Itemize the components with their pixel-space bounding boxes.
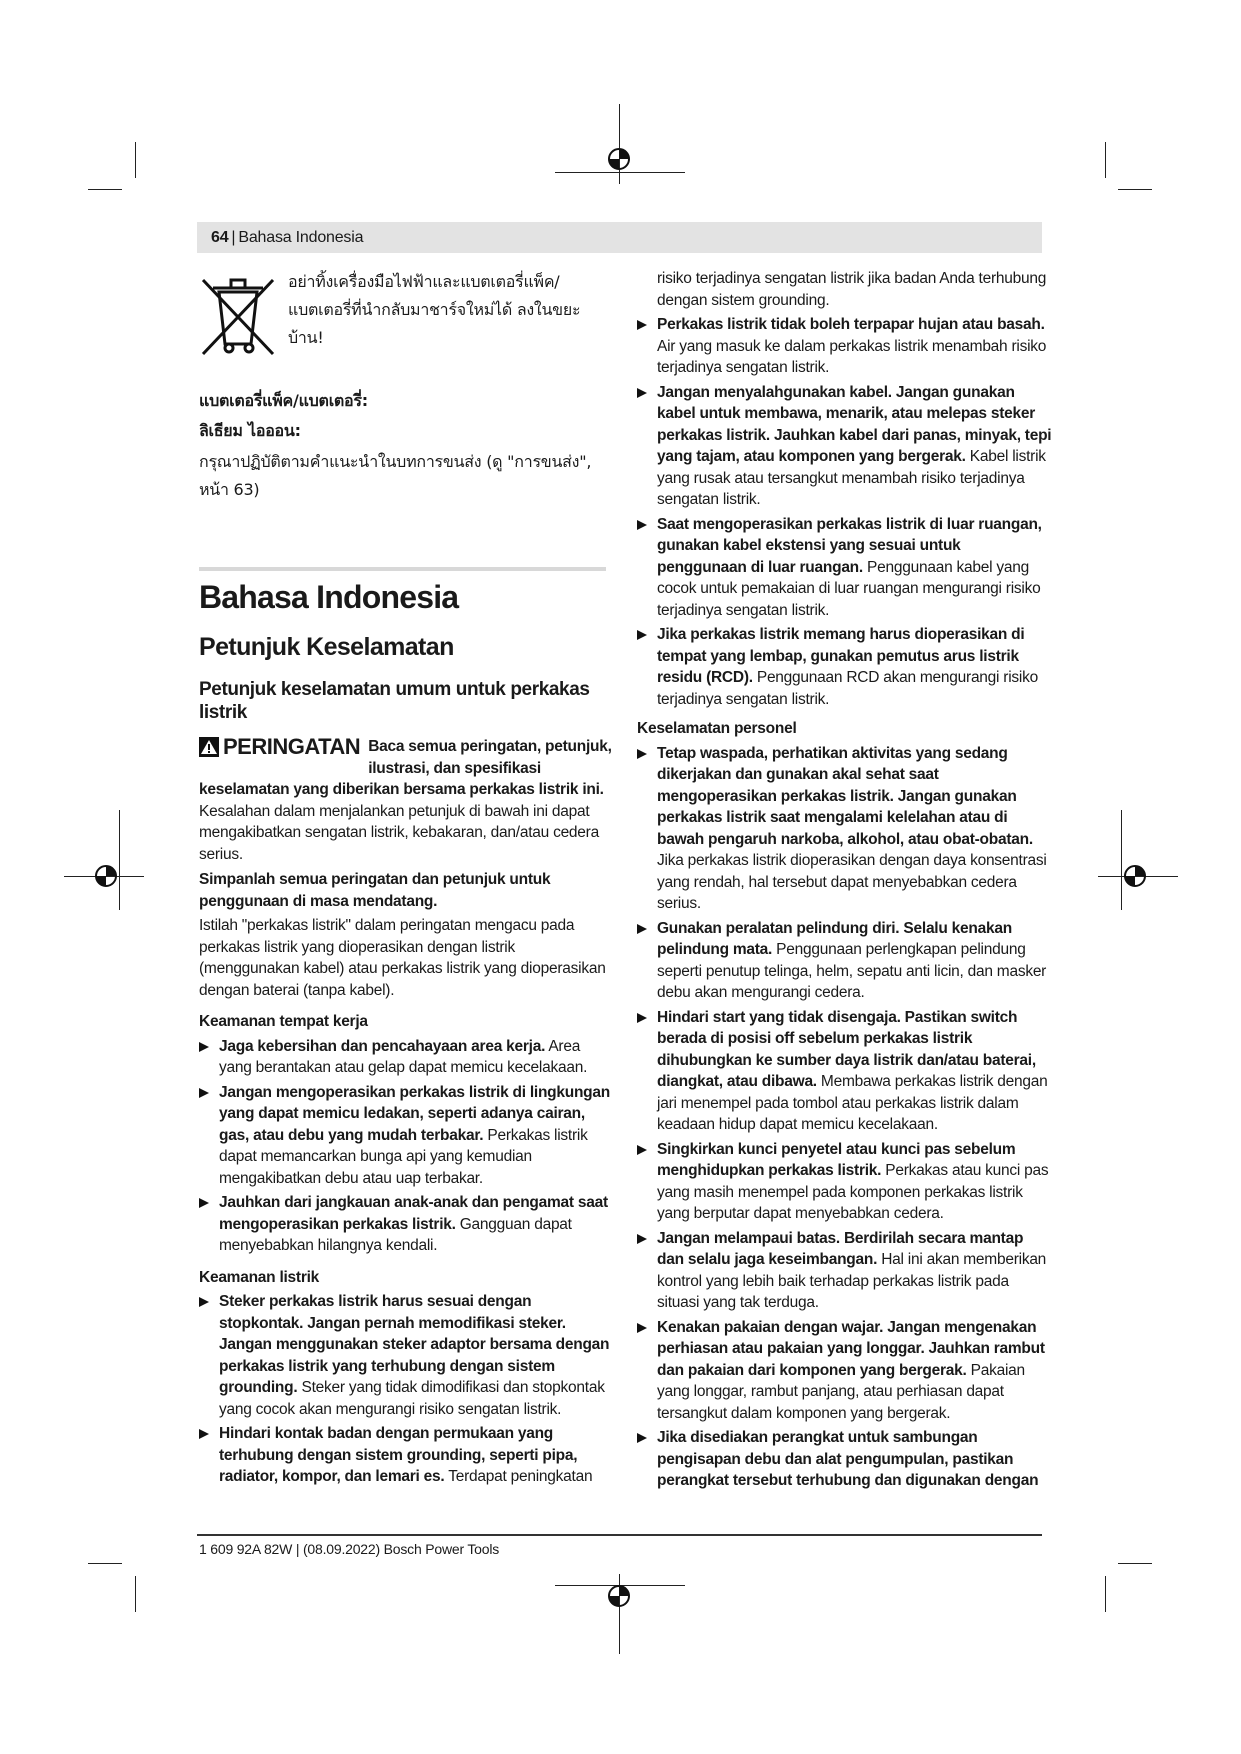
crop-mark <box>1105 1576 1106 1612</box>
item-bold: Hindari kontak badan dengan permukaan yang terhubung dengan sistem grounding, seperti pipa, radiator, kompor, dan lemari es. <box>219 1425 578 1485</box>
item-text: Terdapat peningkatan <box>444 1468 593 1485</box>
bullet-arrow-icon <box>637 320 647 330</box>
registration-mark-icon <box>93 863 119 889</box>
item-bold: Hindari start yang tidak disengaja. Pastikan switch berada di posisi off sebelum perkakas listrik dihubungkan ke sumber daya listrik dan/atau baterai, diangkat, atau dibawa. <box>657 1008 1036 1090</box>
bullet-arrow-icon <box>637 1013 647 1023</box>
crop-mark <box>88 189 122 190</box>
item-text: Gangguan dapat menyebabkan hilangnya kendali. <box>219 1215 572 1254</box>
item-text: Penggunaan kabel yang cocok untuk pemakaian di luar ruangan mengurangi risiko terjadinya sengatan listrik. <box>657 558 1041 619</box>
list-item <box>637 314 1052 379</box>
bullet-arrow-icon <box>199 1429 209 1439</box>
item-bold: Jika perkakas listrik memang harus dioperasikan di tempat yang lembap, gunakan pemutus arus listrik residu (RCD). <box>657 626 1025 686</box>
list-item <box>637 1139 1052 1225</box>
list-item <box>199 1291 614 1420</box>
item-bold: Kenakan pakaian dengan wajar. Jangan mengenakan perhiasan atau pakaian yang longgar. Jauhkan rambut dan pakaian dari komponen yang bergerak. <box>657 1318 1045 1379</box>
save-instructions: Simpanlah semua peringatan dan petunjuk untuk penggunaan di masa mendatang. <box>199 871 551 910</box>
crossed-bin-icon <box>199 270 277 356</box>
warning-paragraph <box>199 779 614 865</box>
item-text: Perkakas listrik dapat memancarkan bunga api yang kemudian mengakibatkan debu atau uap terbakar. <box>219 1126 588 1187</box>
item-bold: Jauhkan dari jangkauan anak-anak dan pengamat saat mengoperasikan perkakas listrik. <box>219 1194 608 1233</box>
bullet-arrow-icon <box>199 1042 209 1052</box>
item-text: Perkakas atau kunci pas yang masih menempel pada komponen perkakas listrik yang berputar dapat menyebabkan cedera. <box>657 1162 1049 1222</box>
left-column <box>199 578 614 1488</box>
crop-mark <box>1118 1563 1152 1564</box>
bullet-arrow-icon <box>199 1297 209 1307</box>
work-area-heading: Keamanan tempat kerja <box>199 1013 368 1030</box>
item-bold: Jangan melampaui batas. Berdirilah secara mantap dan selalu jaga keseimbangan. <box>657 1229 1024 1268</box>
bullet-arrow-icon <box>637 924 647 934</box>
warning-lead: Baca semua peringatan, petunjuk, ilustrasi, dan spesifikasi <box>368 738 612 777</box>
list-item <box>637 743 1052 915</box>
list-item <box>637 1007 1052 1136</box>
item-text: Air yang masuk ke dalam perkakas listrik menambah risiko terjadinya sengatan listrik. <box>657 337 1047 376</box>
crop-mark <box>135 142 136 178</box>
section-title: Petunjuk Keselamatan <box>199 633 454 661</box>
item-bold: Steker perkakas listrik harus sesuai dengan stopkontak. Jangan pernah memodifikasi steker. Jangan menggunakan steker adaptor bersama dengan perkakas listrik yang terhubung dengan sistem grounding. <box>219 1293 610 1396</box>
list-item <box>199 1192 614 1257</box>
continued-text: risiko terjadinya sengatan listrik jika badan Anda terhubung dengan sistem grounding. <box>657 270 1047 309</box>
right-column <box>637 268 1052 1492</box>
header-separator: | <box>231 228 236 246</box>
crop-mark <box>1105 142 1106 178</box>
item-bold: Jika disediakan perangkat untuk sambungan pengisapan debu dan alat pengumpulan, pastikan perangkat tersebut terhubung dan digunakan dengan <box>657 1429 1039 1489</box>
item-bold: Tetap waspada, perhatikan aktivitas yang sedang dikerjakan dan gunakan akal sehat saat mengoperasikan perkakas listrik. Jangan gunakan perkakas listrik saat mengalami kelelahan atau di bawah pengaruh narkoba, alkohol, atau obat-obatan. <box>657 744 1033 848</box>
subsection-title: Petunjuk keselamatan umum untuk perkakas listrik <box>199 679 590 723</box>
list-item <box>637 1228 1052 1314</box>
section-divider <box>199 567 606 571</box>
item-text: Penggunaan perlengkapan pelindung seperti penutup telinga, helm, sepatu anti licin, dan masker debu akan mengurangi cedera. <box>657 941 1047 1001</box>
registration-mark-icon <box>606 1583 632 1609</box>
page-number: 64 <box>211 228 229 246</box>
crop-mark <box>1118 189 1152 190</box>
warning-block <box>199 736 614 779</box>
list-item <box>637 382 1052 511</box>
item-text: Kabel listrik yang rusak atau tersangkut menambah risiko terjadinya sengatan listrik. <box>657 448 1046 508</box>
registration-line <box>555 172 685 173</box>
item-bold: Jaga kebersihan dan pencahayaan area kerja. <box>219 1037 546 1055</box>
item-bold: Perkakas listrik tidak boleh terpapar hujan atau basah. <box>657 316 1045 333</box>
registration-mark-icon <box>606 146 632 172</box>
item-text: Hal ini akan memberikan kontrol yang lebih baik terhadap perkakas listrik pada situasi yang tak terduga. <box>657 1251 1047 1311</box>
bullet-arrow-icon <box>637 1433 647 1443</box>
page-header <box>197 222 1042 253</box>
disposal-text: อย่าทิ้งเครื่องมือไฟฟ้าและแบตเตอรี่แพ็ค/แบตเตอรี่ที่นำกลับมาชาร์จใหม่ได้ ลงในขยะบ้าน! <box>288 272 581 347</box>
warning-sign <box>199 736 360 758</box>
list-item <box>199 1036 614 1079</box>
header-section: Bahasa Indonesia <box>238 228 364 246</box>
warning-label: PERINGATAN <box>223 734 361 759</box>
bullet-arrow-icon <box>637 1145 647 1155</box>
electrical-heading: Keamanan listrik <box>199 1268 320 1286</box>
item-bold: Jangan menyalahgunakan kabel. Jangan gunakan kabel untuk membawa, menarik, atau melepas steker perkakas listrik. Jauhkan kabel dari panas, minyak, tepi yang tajam, atau komponen yang bergerak. <box>657 383 1052 465</box>
footer-text: 1 609 92A 82W | (08.09.2022) Bosch Power Tools <box>199 1541 500 1557</box>
list-item <box>199 1423 614 1488</box>
item-bold: Jangan mengoperasikan perkakas listrik di lingkungan yang dapat memicu ledakan, seperti adanya cairan, gas, atau debu yang mudah terbakar. <box>219 1083 610 1144</box>
personal-heading: Keselamatan personel <box>637 720 797 737</box>
warning-text: Kesalahan dalam menjalankan petunjuk di bawah ini dapat mengakibatkan sengatan listrik, kebakaran, dan/atau cedera serius. <box>199 802 599 863</box>
bullet-arrow-icon <box>637 1323 647 1333</box>
warning-triangle-icon <box>199 737 219 757</box>
crop-mark <box>135 1576 136 1612</box>
liion-text: กรุณาปฏิบัติตามคำแนะนำในบทการขนส่ง (ดู "การขนส่ง", หน้า 63) <box>199 452 592 499</box>
item-bold: Saat mengoperasikan perkakas listrik di luar ruangan, gunakan kabel ekstensi yang sesuai untuk penggunaan di luar ruangan. <box>657 515 1042 576</box>
bullet-arrow-icon <box>199 1198 209 1208</box>
list-item <box>637 624 1052 710</box>
crop-mark <box>119 810 120 910</box>
liion-heading: ลิเธียม ไอออน: <box>199 421 301 440</box>
bullet-arrow-icon <box>637 520 647 530</box>
item-text: Jika perkakas listrik dioperasikan dengan daya konsentrasi yang rendah, hal tersebut dapat menyebabkan cedera serius. <box>657 852 1047 912</box>
crop-mark <box>88 1563 122 1564</box>
footer-divider <box>197 1534 1042 1536</box>
item-text: Pakaian yang longgar, rambut panjang, atau perhiasan dapat tersangkut dalam komponen yang bergerak. <box>657 1361 1025 1422</box>
bullet-arrow-icon <box>637 1234 647 1244</box>
item-bold: Singkirkan kunci penyetel atau kunci pas sebelum menghidupkan perkakas listrik. <box>657 1140 1016 1179</box>
crop-mark <box>1121 810 1122 910</box>
item-text: Membawa perkakas listrik dengan jari menempel pada tombol atau perkakas listrik dalam keadaan hidup dapat memicu kecelakaan. <box>657 1073 1048 1133</box>
registration-mark-icon <box>1122 863 1148 889</box>
item-text: Penggunaan RCD akan mengurangi risiko terjadinya sengatan listrik. <box>657 669 1038 708</box>
bullet-arrow-icon <box>199 1088 209 1098</box>
list-item <box>637 1427 1052 1492</box>
page-title: Bahasa Indonesia <box>199 579 459 615</box>
bullet-arrow-icon <box>637 749 647 759</box>
list-item <box>637 514 1052 622</box>
term-definition: Istilah "perkakas listrik" dalam peringatan mengacu pada perkakas listrik yang dioperasikan dengan listrik (menggunakan kabel) atau perkakas listrik yang dioperasikan dengan baterai (tanpa kabel). <box>199 917 606 999</box>
item-text: Area yang berantakan atau gelap dapat memicu kecelakaan. <box>219 1037 588 1076</box>
battery-heading: แบตเตอรี่แพ็ค/แบตเตอรี่: <box>199 391 368 410</box>
bullet-arrow-icon <box>637 630 647 640</box>
item-bold: Gunakan peralatan pelindung diri. Selalu kenakan pelindung mata. <box>657 919 1012 958</box>
bullet-arrow-icon <box>637 388 647 398</box>
item-text: Steker yang tidak dimodifikasi dan stopkontak yang cocok akan mengurangi risiko sengatan listrik. <box>219 1379 605 1418</box>
list-item <box>637 918 1052 1004</box>
warning-bold-text: keselamatan yang diberikan bersama perkakas listrik ini. <box>199 781 604 798</box>
list-item <box>637 1317 1052 1425</box>
list-item <box>199 1082 614 1190</box>
